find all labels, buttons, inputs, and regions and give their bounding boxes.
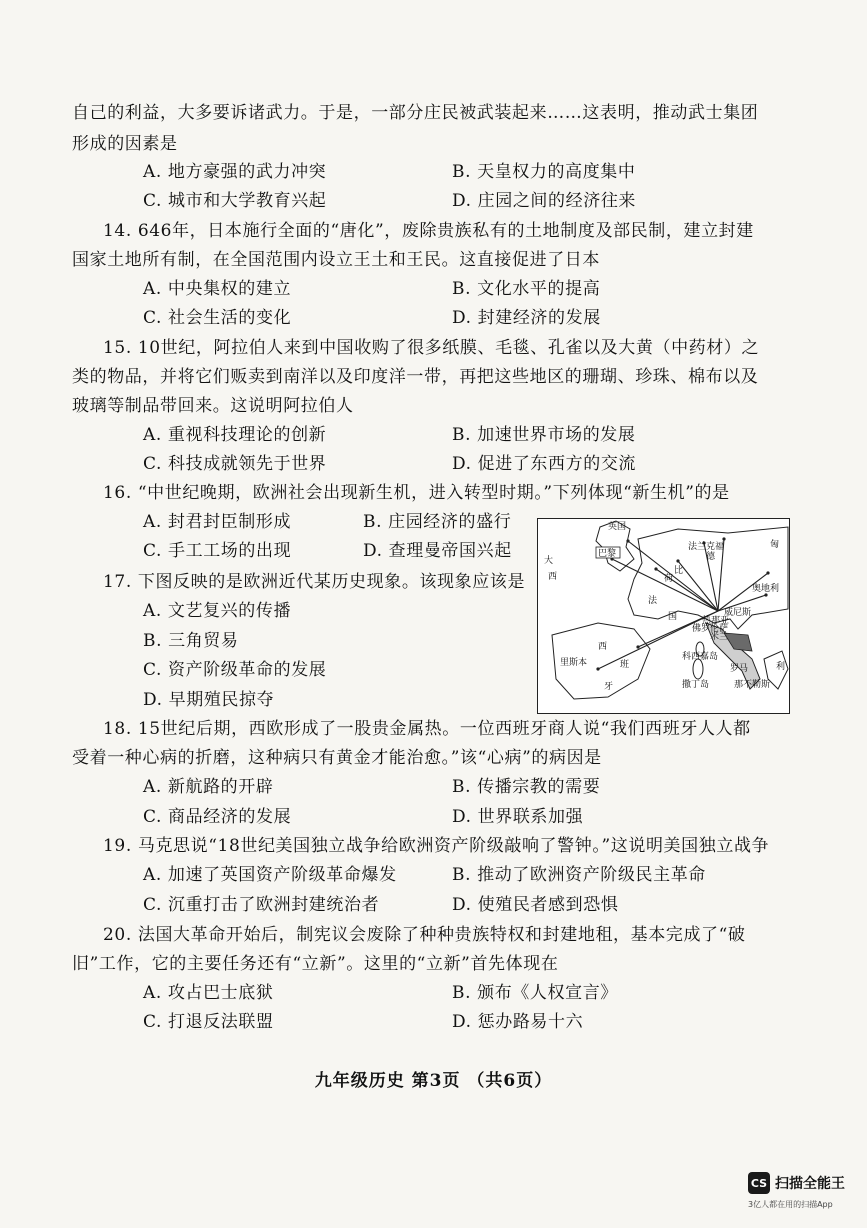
map-label-sardinia: 撒丁岛 <box>682 680 710 690</box>
sardinia-shape <box>693 659 703 679</box>
map-label-xiong: 匈 <box>770 540 780 550</box>
q16-option-b: B. 庄园经济的盛行 <box>363 512 512 532</box>
map-label-li: 利 <box>776 662 786 672</box>
q14-option-b: B. 文化水平的提高 <box>452 279 601 299</box>
q18-stem-line2: 受着一种心病的折磨，这种病只有黄金才能治愈。”该“心病”的病因是 <box>72 748 602 768</box>
map-label-lisbon: 里斯本 <box>560 658 588 668</box>
q14-option-d: D. 封建经济的发展 <box>452 308 601 328</box>
map-label-xi2: 西 <box>548 572 558 582</box>
q18-option-c: C. 商品经济的发展 <box>143 807 292 827</box>
map-label-rome: 罗马 <box>730 664 749 674</box>
q17-option-d: D. 早期殖民掠夺 <box>143 690 275 710</box>
q17-option-c: C. 资产阶级革命的发展 <box>143 660 327 680</box>
q16-option-c: C. 手工工场的出现 <box>143 541 292 561</box>
q16-option-d: D. 查理曼帝国兴起 <box>363 541 512 561</box>
camscanner-logo-icon: CS <box>748 1172 770 1194</box>
map-label-da: 大 <box>544 556 554 566</box>
q14-stem-line1: 14. 646年，日本施行全面的“唐化”，废除贵族私有的土地制度及部民制，建立封建 <box>103 221 754 241</box>
watermark-name: 扫描全能王 <box>775 1176 845 1192</box>
q15-option-d: D. 促进了东西方的交流 <box>452 454 637 474</box>
q20-stem-line1: 20. 法国大革命开始后，制宪议会废除了种种贵族特权和封建地租，基本完成了“破 <box>103 925 746 945</box>
map-label-bi: 比 <box>674 566 684 576</box>
q17-stem: 17. 下图反映的是欧洲近代某历史现象。该现象应该是 <box>103 572 526 592</box>
map-label-venice: 威尼斯 <box>724 608 752 618</box>
map-label-florence: 佛罗伦萨 <box>692 624 729 634</box>
q18-option-a: A. 新航路的开辟 <box>143 777 274 797</box>
map-label-corsica: 科西嘉岛 <box>682 652 719 662</box>
q15-option-a: A. 重视科技理论的创新 <box>143 425 327 445</box>
q13-option-b: B. 天皇权力的高度集中 <box>452 162 636 182</box>
q15-option-b: B. 加速世界市场的发展 <box>452 425 636 445</box>
page-footer: 九年级历史 第3页 （共6页） <box>314 1071 553 1091</box>
q13-stem-line1: 自己的利益，大多要诉诸武力。于是，一部分庄民被武装起来……这表明，推动武士集团 <box>72 103 759 123</box>
map-label-naples: 那不勒斯 <box>734 680 771 690</box>
q18-stem-line1: 18. 15世纪后期，西欧形成了一股贵金属热。一位西班牙商人说“我们西班牙人人都 <box>103 719 751 739</box>
map-label-fa: 法 <box>648 596 658 606</box>
q17-option-b: B. 三角贸易 <box>143 631 239 651</box>
q14-option-a: A. 中央集权的建立 <box>143 279 292 299</box>
q13-option-a: A. 地方豪强的武力冲突 <box>143 162 327 182</box>
q19-stem: 19. 马克思说“18世纪美国独立战争给欧洲资产阶级敲响了警钟。”这说明美国独立战争 <box>103 836 770 856</box>
q20-option-d: D. 惩办路易十六 <box>452 1012 584 1032</box>
europe-map-figure <box>537 518 790 714</box>
map-label-he: 荷 <box>664 574 674 584</box>
q19-option-d: D. 使殖民者感到恐惧 <box>452 895 619 915</box>
q19-option-c: C. 沉重打击了欧洲封建统治者 <box>143 895 380 915</box>
q20-option-a: A. 攻占巴士底狱 <box>143 983 274 1003</box>
map-label-england: 英国 <box>608 522 627 532</box>
q13-stem-line2: 形成的因素是 <box>72 134 178 154</box>
q19-option-a: A. 加速了英国资产阶级革命爆发 <box>143 865 397 885</box>
q15-stem-line2: 类的物品，并将它们贩卖到南洋以及印度洋一带，再把这些地区的珊瑚、珍珠、棉布以及 <box>72 367 759 387</box>
map-label-paris: 巴黎 <box>598 549 617 559</box>
map-label-genoa: 热那亚 <box>702 616 730 626</box>
q20-option-c: C. 打退反法联盟 <box>143 1012 274 1032</box>
q20-stem-line2: 旧”工作，它的主要任务还有“立新”。这里的“立新”首先体现在 <box>72 954 559 974</box>
q19-option-b: B. 推动了欧洲资产阶级民主革命 <box>452 865 706 885</box>
map-label-ban: 班 <box>620 660 630 670</box>
q15-option-c: C. 科技成就领先于世界 <box>143 454 327 474</box>
q13-option-d: D. 庄园之间的经济往来 <box>452 191 637 211</box>
q18-option-b: B. 传播宗教的需要 <box>452 777 601 797</box>
map-label-milan: 米兰 <box>710 632 729 642</box>
map-label-xi: 西 <box>598 642 608 652</box>
scanner-watermark <box>748 1172 845 1194</box>
q16-option-a: A. 封君封臣制形成 <box>143 512 292 532</box>
map-label-frankfurt: 法兰克福 <box>688 542 725 552</box>
q18-option-d: D. 世界联系加强 <box>452 807 584 827</box>
q20-option-b: B. 颁布《人权宣言》 <box>452 983 618 1003</box>
q15-stem-line1: 15. 10世纪，阿拉伯人来到中国收购了很多纸膜、毛毯、孔雀以及大黄（中药材）之 <box>103 338 760 358</box>
map-label-austria: 奥地利 <box>752 584 780 594</box>
q14-stem-line2: 国家土地所有制，在全国范围内设立王土和王民。这直接促进了日本 <box>72 250 600 270</box>
q16-stem: 16. “中世纪晚期，欧洲社会出现新生机，进入转型时期。”下列体现“新生机”的是 <box>103 483 730 503</box>
map-label-ya: 牙 <box>604 682 614 692</box>
q15-stem-line3: 玻璃等制品带回来。这说明阿拉伯人 <box>72 396 354 416</box>
q13-option-c: C. 城市和大学教育兴起 <box>143 191 327 211</box>
watermark-subtitle: 3亿人都在用的扫描App <box>748 1200 833 1209</box>
map-label-guo: 国 <box>668 612 678 622</box>
q14-option-c: C. 社会生活的变化 <box>143 308 292 328</box>
map-label-de: 德 <box>706 552 716 562</box>
q17-option-a: A. 文艺复兴的传播 <box>143 601 292 621</box>
